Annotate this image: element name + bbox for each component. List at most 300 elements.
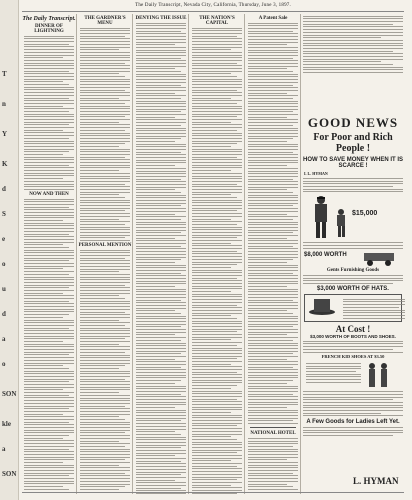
text-line — [24, 84, 69, 85]
text-line — [248, 340, 293, 341]
text-line — [136, 407, 175, 408]
text-line — [303, 242, 403, 243]
text-line — [192, 417, 242, 418]
text-line — [80, 200, 130, 201]
text-line — [192, 159, 242, 160]
text-line — [24, 68, 74, 69]
text-line — [136, 85, 181, 86]
ad-figure-text — [306, 361, 361, 384]
text-line — [192, 81, 242, 82]
text-line — [248, 369, 298, 370]
text-line — [248, 47, 298, 48]
text-line — [80, 322, 130, 323]
text-line — [136, 297, 186, 298]
text-line — [136, 396, 186, 397]
text-line — [80, 216, 130, 217]
text-line — [192, 173, 242, 174]
text-line — [248, 254, 298, 255]
text-line — [136, 329, 186, 330]
text-line — [24, 151, 69, 152]
text-line — [136, 76, 186, 77]
text-line — [303, 18, 403, 19]
column-1-subhead: NOW AND THEN — [29, 191, 69, 197]
text-line — [24, 73, 74, 74]
text-line — [192, 350, 242, 351]
text-line — [136, 458, 186, 459]
text-line — [192, 103, 237, 104]
text-line — [136, 208, 186, 209]
text-line — [80, 60, 130, 61]
text-line — [343, 301, 405, 302]
text-line — [248, 138, 293, 139]
text-line — [192, 65, 242, 66]
text-line — [248, 109, 298, 110]
text-line — [192, 240, 242, 241]
text-line — [24, 260, 69, 261]
text-line — [303, 40, 403, 41]
text-line — [136, 109, 186, 110]
text-line — [80, 30, 130, 31]
text-line — [248, 486, 293, 487]
text-line — [192, 490, 242, 491]
stock-row — [304, 250, 402, 268]
text-line — [192, 154, 242, 155]
text-line — [80, 414, 130, 415]
text-line — [192, 192, 242, 193]
text-line — [24, 141, 74, 142]
text-line — [303, 48, 403, 49]
column-5 — [246, 14, 301, 494]
text-line — [80, 357, 130, 358]
text-line — [303, 341, 403, 342]
text-line — [80, 344, 119, 345]
text-line — [192, 73, 231, 74]
text-line — [80, 371, 130, 372]
text-line — [192, 428, 242, 429]
text-line — [24, 215, 74, 216]
text-line — [303, 391, 403, 392]
text-line — [24, 201, 74, 202]
text-line — [248, 407, 287, 408]
text-line — [24, 255, 74, 256]
text-line — [80, 55, 130, 56]
text-line — [24, 234, 69, 235]
text-line — [24, 384, 74, 385]
text-line — [80, 295, 119, 296]
text-line — [192, 439, 237, 440]
text-line — [248, 278, 298, 279]
text-line — [136, 133, 186, 134]
text-line — [24, 320, 74, 321]
text-line — [24, 244, 63, 245]
strip-fragment: n — [2, 100, 6, 108]
text-line — [136, 128, 186, 129]
text-line — [24, 178, 63, 179]
text-line — [136, 44, 175, 45]
text-line — [136, 79, 186, 80]
text-line — [192, 283, 242, 284]
text-line — [248, 467, 298, 468]
text-line — [136, 39, 186, 40]
text-line — [136, 232, 181, 233]
text-line — [136, 125, 181, 126]
strip-fragment: SON — [2, 470, 17, 478]
hyman-signature: L. HYMAN — [353, 476, 399, 486]
text-line — [80, 119, 130, 120]
text-line — [136, 361, 186, 362]
text-line — [343, 307, 399, 308]
text-line — [192, 487, 242, 488]
text-line — [248, 402, 298, 403]
text-line — [303, 189, 403, 190]
text-line — [248, 205, 293, 206]
text-line — [248, 90, 298, 91]
text-line — [80, 341, 130, 342]
text-line — [248, 318, 298, 319]
text-line — [136, 359, 175, 360]
text-line — [248, 23, 298, 24]
text-line — [24, 400, 74, 401]
text-line — [343, 318, 405, 319]
text-line — [24, 392, 74, 393]
text-line — [80, 465, 119, 466]
text-line — [24, 354, 69, 355]
text-line — [192, 436, 231, 437]
text-line — [248, 324, 298, 325]
text-line — [136, 291, 186, 292]
text-line — [192, 221, 242, 222]
text-line — [303, 61, 381, 62]
text-line — [80, 79, 130, 80]
text-line — [136, 375, 186, 376]
text-line — [248, 162, 298, 163]
text-line — [136, 332, 186, 333]
text-line — [24, 282, 74, 283]
text-line — [80, 481, 130, 482]
text-line — [80, 208, 130, 209]
text-line — [24, 454, 74, 455]
text-line — [24, 57, 63, 58]
text-line — [24, 268, 63, 269]
text-line — [80, 432, 125, 433]
text-line — [136, 386, 186, 387]
strip-fragment: o — [2, 260, 6, 268]
text-line — [248, 361, 298, 362]
text-line — [136, 283, 186, 284]
text-line — [136, 369, 186, 370]
text-line — [80, 258, 125, 259]
text-line — [248, 146, 298, 147]
text-line — [303, 397, 403, 398]
text-line — [192, 393, 242, 394]
text-line — [192, 313, 242, 314]
text-line — [24, 306, 74, 307]
text-line — [24, 46, 74, 47]
text-line — [136, 224, 186, 225]
text-block — [80, 250, 130, 494]
text-line — [303, 430, 403, 431]
text-line — [136, 179, 181, 180]
text-line — [248, 28, 298, 29]
text-line — [248, 454, 298, 455]
text-line — [80, 317, 130, 318]
text-line — [248, 286, 287, 287]
text-line — [192, 92, 242, 93]
text-line — [192, 364, 231, 365]
text-line — [192, 259, 242, 260]
text-line — [80, 49, 119, 50]
text-line — [80, 457, 130, 458]
text-line — [248, 238, 287, 239]
text-line — [248, 111, 293, 112]
text-line — [248, 297, 298, 298]
text-line — [192, 114, 242, 115]
text-line — [24, 186, 74, 187]
text-line — [136, 192, 181, 193]
text-line — [80, 467, 130, 468]
good-news-heading: GOOD NEWS — [307, 115, 399, 131]
text-line — [136, 205, 181, 206]
text-line — [80, 176, 130, 177]
text-line — [80, 349, 130, 350]
text-line — [24, 328, 69, 329]
text-line — [136, 251, 186, 252]
text-line — [24, 100, 74, 101]
text-line — [80, 406, 125, 407]
text-line — [24, 368, 69, 369]
text-line — [136, 318, 186, 319]
text-line — [24, 38, 74, 39]
text-line — [80, 151, 130, 152]
text-line — [80, 235, 130, 236]
text-line — [136, 488, 181, 489]
text-line — [24, 266, 74, 267]
text-line — [80, 111, 130, 112]
text-line — [136, 415, 186, 416]
text-line — [343, 312, 405, 313]
text-line — [192, 47, 242, 48]
text-line — [80, 287, 130, 288]
text-line — [80, 486, 125, 487]
text-line — [80, 173, 130, 174]
text-line — [80, 210, 125, 211]
text-line — [306, 374, 361, 375]
strip-fragment: e — [2, 235, 6, 243]
text-line — [248, 63, 298, 64]
text-line — [24, 478, 74, 479]
text-line — [248, 173, 298, 174]
text-line — [80, 484, 130, 485]
text-line — [24, 225, 74, 226]
text-line — [24, 76, 74, 77]
text-line — [192, 302, 242, 303]
text-line — [303, 191, 403, 192]
text-line — [248, 36, 298, 37]
text-line — [192, 479, 237, 480]
text-line — [192, 361, 242, 362]
text-line — [248, 294, 298, 295]
text-line — [136, 455, 175, 456]
text-line — [248, 404, 298, 405]
text-line — [248, 313, 293, 314]
text-line — [80, 475, 130, 476]
text-line — [248, 141, 287, 142]
text-line — [248, 200, 298, 201]
text-line — [136, 214, 175, 215]
text-line — [303, 415, 403, 416]
text-line — [80, 279, 130, 280]
text-line — [192, 474, 242, 475]
text-line — [192, 267, 231, 268]
text-line — [248, 489, 298, 490]
text-line — [248, 144, 298, 145]
text-line — [248, 122, 298, 123]
text-line — [24, 473, 74, 474]
text-line — [192, 315, 231, 316]
text-line — [192, 345, 237, 346]
text-line — [80, 186, 130, 187]
text-line — [248, 103, 298, 104]
text-line — [136, 343, 186, 344]
text-line — [80, 301, 130, 302]
text-line — [248, 68, 287, 69]
text-line — [24, 103, 74, 104]
text-line — [80, 232, 130, 233]
text-line — [24, 108, 74, 109]
text-line — [192, 374, 242, 375]
text-line — [192, 167, 242, 168]
text-line — [248, 152, 293, 153]
text-line — [248, 230, 298, 231]
text-line — [136, 410, 186, 411]
text-line — [80, 202, 130, 203]
text-line — [248, 356, 298, 357]
text-line — [80, 162, 130, 163]
text-line — [24, 143, 74, 144]
text-line — [192, 162, 242, 163]
text-line — [306, 382, 361, 383]
price-15000: $15,000 — [352, 210, 378, 218]
text-line — [303, 275, 403, 276]
text-line — [248, 283, 298, 284]
text-line — [24, 247, 69, 248]
text-line — [136, 23, 186, 24]
text-line — [248, 211, 298, 212]
text-line — [192, 272, 242, 273]
text-line — [136, 348, 186, 349]
text-line — [303, 59, 403, 60]
text-line — [192, 288, 242, 289]
text-line — [80, 422, 130, 423]
text-line — [192, 36, 237, 37]
text-line — [192, 353, 242, 354]
text-line — [80, 149, 130, 150]
text-line — [136, 74, 186, 75]
gents-goods: Gents Furnishing Goods — [326, 268, 380, 274]
text-line — [248, 473, 293, 474]
text-block — [248, 23, 298, 424]
text-line — [80, 229, 130, 230]
text-line — [136, 300, 181, 301]
text-line — [248, 95, 298, 96]
text-line — [136, 394, 181, 395]
text-block — [136, 23, 186, 494]
text-line — [248, 396, 298, 397]
strip-fragment: Y — [2, 130, 8, 138]
text-line — [303, 245, 403, 246]
text-line — [80, 384, 130, 385]
text-line — [80, 52, 130, 53]
text-line — [136, 423, 186, 424]
text-line — [248, 470, 298, 471]
text-line — [192, 84, 242, 85]
text-line — [136, 420, 181, 421]
text-line — [80, 293, 130, 294]
text-line — [303, 186, 393, 187]
text-line — [80, 400, 130, 401]
text-line — [80, 127, 130, 128]
how-to-save-heading: HOW TO SAVE MONEY WHEN IT IS — [302, 157, 403, 164]
text-line — [248, 214, 287, 215]
text-line — [248, 246, 293, 247]
ad-body-text — [303, 341, 403, 353]
text-line — [24, 352, 74, 353]
strip-fragment: K — [2, 160, 8, 168]
text-line — [248, 222, 298, 223]
text-line — [24, 303, 74, 304]
text-line — [136, 66, 186, 67]
text-line — [192, 253, 242, 254]
text-line — [24, 285, 74, 286]
text-line — [80, 227, 130, 228]
text-line — [248, 345, 298, 346]
text-line — [136, 95, 186, 96]
text-line — [248, 55, 298, 56]
text-line — [136, 442, 186, 443]
column-2-subhead: PERSONAL MENTION — [78, 243, 132, 248]
text-line — [136, 189, 175, 190]
ad-body-text — [303, 178, 403, 192]
scarce-heading: SCARCE ! — [338, 163, 368, 170]
text-line — [24, 223, 74, 224]
text-line — [192, 286, 242, 287]
text-line — [136, 281, 186, 282]
text-line — [306, 363, 361, 364]
hyman-name: I. L. HYMAN — [304, 171, 328, 177]
text-line — [136, 334, 175, 335]
text-line — [136, 58, 181, 59]
text-line — [24, 301, 69, 302]
text-line — [24, 271, 74, 272]
text-line — [24, 389, 63, 390]
text-line — [248, 459, 287, 460]
text-line — [80, 84, 130, 85]
text-line — [80, 167, 130, 168]
text-line — [24, 341, 63, 342]
text-line — [80, 285, 125, 286]
text-line — [136, 101, 186, 102]
text-line — [192, 127, 242, 128]
text-line — [192, 229, 242, 230]
text-line — [80, 130, 125, 131]
text-line — [248, 93, 287, 94]
text-line — [80, 346, 130, 347]
text-line — [24, 98, 69, 99]
text-line — [136, 480, 175, 481]
text-line — [24, 451, 74, 452]
text-line — [136, 152, 181, 153]
text-line — [24, 338, 74, 339]
